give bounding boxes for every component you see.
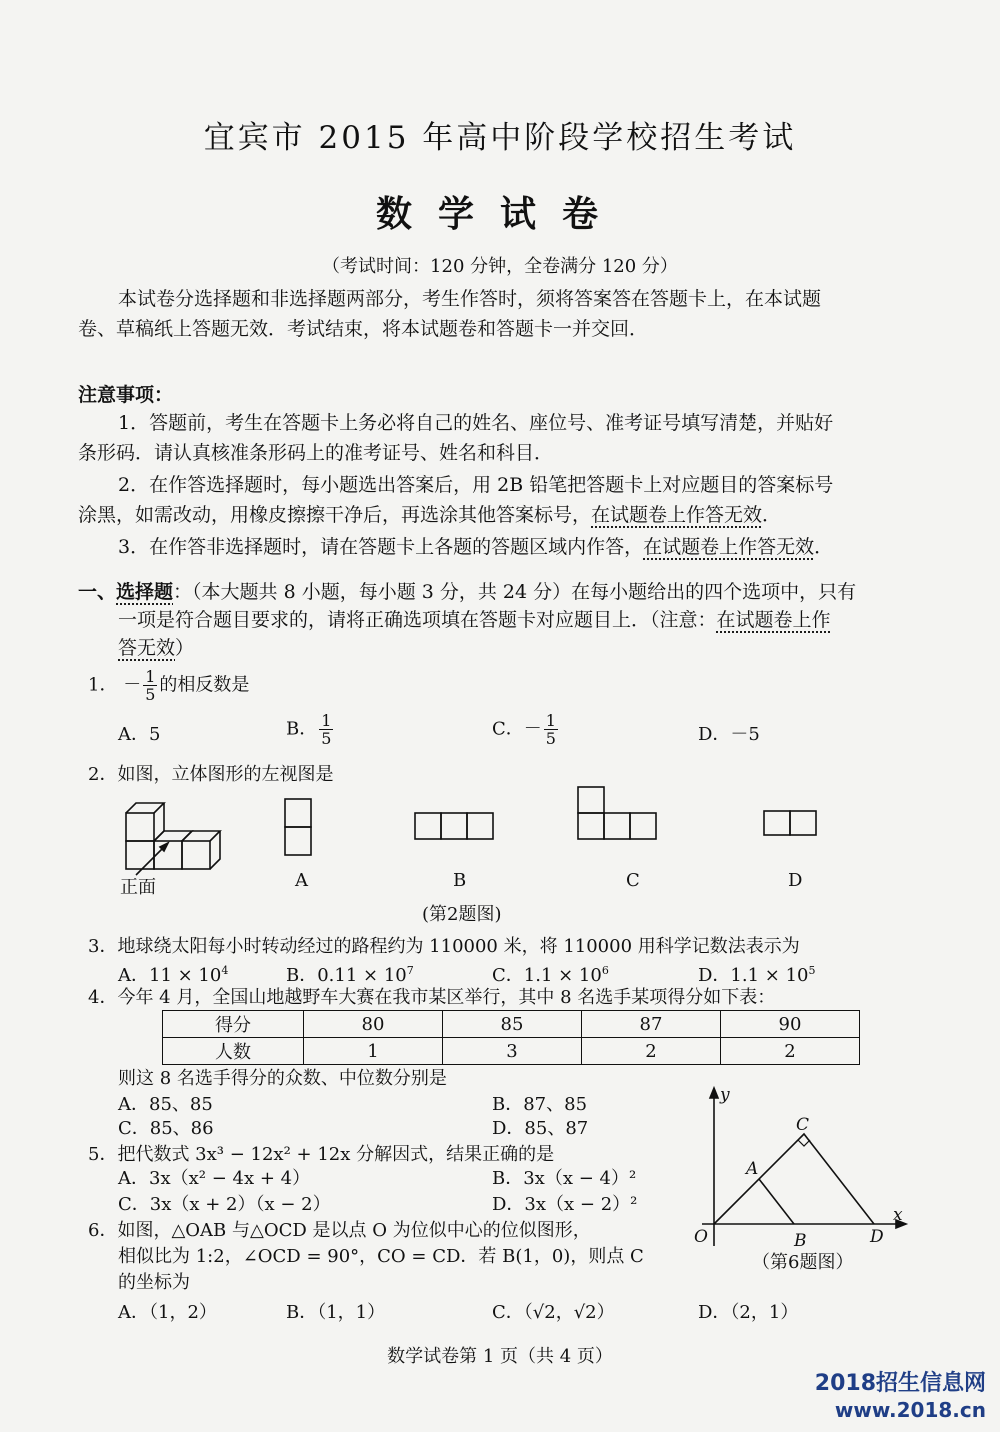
q2-option-b: B	[453, 870, 467, 891]
q3-a-exp: 4	[221, 964, 229, 977]
intro-line-1: 本试卷分选择题和非选择题两部分，考生作答时，须将答案答在答题卡上，在本试题	[118, 288, 822, 310]
q6-option-a: A．（1，2）	[118, 1302, 217, 1323]
q3-d-base: D．1.1 × 10	[698, 965, 809, 986]
intro-line-2: 卷、草稿纸上答题无效．考试结束，将本试题卷和答题卡一并交回．	[78, 318, 649, 340]
question-4: 4．今年 4 月，全国山地越野车大赛在我市某区举行，其中 8 名选手某项得分如下表：	[88, 987, 776, 1008]
q1-option-d: D．－5	[698, 724, 760, 745]
question-5: 5．把代数式 3x³ − 12x² + 12x 分解因式，结果正确的是	[88, 1144, 555, 1165]
table-cell: 人数	[163, 1038, 304, 1065]
table-cell: 87	[582, 1011, 721, 1038]
q2-option-c: C	[626, 870, 640, 891]
q4-option-c: C．85、86	[118, 1118, 214, 1139]
note-3-end: ．	[814, 536, 834, 558]
q1-b-label: B．	[286, 718, 318, 740]
section-desc-2: 一项是符合题目要求的，请将正确选项填在答题卡对应题目上．（注意：	[118, 609, 717, 631]
q6-figure	[680, 1078, 920, 1258]
q5-option-d: D．3x（x − 2）²	[492, 1194, 638, 1215]
q1-option-b	[286, 712, 335, 747]
q3-c-exp: 6	[601, 964, 609, 977]
note-2-text: 涂黑，如需改动，用橡皮擦擦干净后，再选涂其他答案标号，	[78, 504, 592, 526]
label-y: y	[720, 1085, 730, 1105]
q3-b-exp: 7	[406, 964, 414, 977]
table-row	[163, 1011, 860, 1038]
q4-option-d: D．85、87	[492, 1118, 589, 1139]
q2-solid-figure	[126, 803, 220, 875]
brand-name: 2018招生信息网	[814, 1371, 986, 1396]
q2-front-label: 正面	[120, 877, 156, 898]
q6-option-c: C．（√2，√2）	[492, 1302, 615, 1323]
y-axis-arrow	[710, 1088, 718, 1098]
note-2-line-2	[78, 500, 781, 530]
section-1-line-3	[118, 633, 194, 663]
q1-c-num: 1	[545, 711, 556, 730]
q6-caption: （第6题图）	[752, 1252, 854, 1273]
q1-option-c	[492, 712, 560, 747]
note-3	[118, 532, 833, 562]
q1-option-a: A．5	[118, 724, 161, 745]
exam-info: （考试时间：120 分钟，全卷满分 120 分）	[322, 256, 678, 277]
note-2-line-1: 2．在作答选择题时，每小题选出答案后，用 2B 铅笔把答题卡上对应题目的答案标号	[118, 474, 834, 496]
q5-option-a: A．3x（x² − 4x + 4）	[118, 1168, 311, 1189]
q6-option-b: B．（1，1）	[286, 1302, 386, 1323]
note-3-text: 3．在作答非选择题时，请在答题卡上各题的答题区域内作答，	[118, 536, 644, 558]
exam-subtitle: 数学试卷	[375, 194, 624, 235]
triangle-ocd	[714, 1134, 874, 1224]
q1-text: 的相反数是	[159, 674, 250, 696]
label-x: x	[893, 1205, 903, 1225]
q1-number: 1．	[88, 674, 118, 696]
table-cell: 3	[443, 1038, 582, 1065]
section-emphasis-2: 答无效	[118, 637, 176, 659]
q2-option-d: D	[788, 870, 803, 891]
question-3: 3．地球绕太阳每小时转动经过的路程约为 110000 米，将 110000 用科学记数法表示为	[88, 936, 800, 957]
q2-option-a: A	[295, 870, 308, 891]
section-1-line-2	[118, 605, 831, 635]
q4-score-table	[162, 1010, 860, 1065]
q2-figure-b	[415, 813, 493, 839]
brand-url[interactable]: www.2018.cn	[834, 1398, 986, 1422]
q4-option-b: B．87、85	[492, 1094, 588, 1115]
q1-c-label: C．－	[492, 718, 542, 740]
segment-ab	[759, 1179, 794, 1224]
question-6-line-3: 的坐标为	[118, 1272, 190, 1293]
q3-c-base: C．1.1 × 10	[492, 965, 602, 986]
question-2: 2．如图，立体图形的左视图是	[88, 764, 334, 785]
table-cell: 2	[721, 1038, 860, 1065]
q3-d-exp: 5	[808, 964, 816, 977]
label-o: O	[694, 1227, 708, 1247]
question-6-line-1: 6．如图，△OAB 与△OCD 是以点 O 为位似中心的位似图形，	[88, 1220, 591, 1241]
section-1-line-1	[78, 577, 856, 607]
q1-frac-num: 1	[145, 667, 156, 686]
question-6-line-2: 相似比为 1:2，∠OCD = 90°，CO = CD．若 B(1，0)，则点 C	[118, 1246, 644, 1267]
note-1-line-2: 条形码．请认真核准条形码上的准考证号、姓名和科目．	[78, 442, 554, 464]
table-cell: 2	[582, 1038, 721, 1065]
q2-figure-c	[578, 787, 656, 839]
q1-b-num: 1	[321, 711, 332, 730]
q1-sign: －	[123, 674, 142, 696]
section-paren: ）	[175, 637, 195, 659]
q4-option-a: A．85、85	[118, 1094, 213, 1115]
q2-caption: (第2题图)	[422, 904, 502, 925]
q3-a-base: A．11 × 10	[118, 965, 222, 986]
note-1-line-1: 1．答题前，考生在答题卡上务必将自己的姓名、座位号、准考证号填写清楚，并贴好	[118, 412, 834, 434]
section-number: 一、	[78, 581, 117, 603]
note-2-end: ．	[762, 504, 782, 526]
table-cell: 80	[304, 1011, 443, 1038]
q3-b-base: B．0.11 × 10	[286, 965, 407, 986]
q1-c-den: 5	[545, 729, 556, 748]
q6-option-d: D．（2，1）	[698, 1302, 799, 1323]
right-angle-mark	[798, 1140, 810, 1146]
notes-heading: 注意事项：	[78, 384, 174, 406]
q5-option-b: B．3x（x − 4）²	[492, 1168, 637, 1189]
q2-figures	[110, 785, 900, 900]
section-desc: ：（本大题共 8 小题，每小题 3 分，共 24 分）在每小题给出的四个选项中，只有	[173, 581, 857, 603]
label-c: C	[796, 1115, 810, 1135]
q1-fraction	[143, 668, 157, 703]
table-cell: 90	[721, 1011, 860, 1038]
section-emphasis-1: 在试题卷上作	[716, 609, 831, 631]
label-a: A	[746, 1159, 759, 1179]
q1-b-den: 5	[321, 729, 332, 748]
q4-question: 则这 8 名选手得分的众数、中位数分别是	[118, 1068, 447, 1089]
page-footer: 数学试卷第 1 页（共 4 页）	[387, 1346, 613, 1367]
label-d: D	[870, 1227, 884, 1247]
table-cell: 85	[443, 1011, 582, 1038]
table-cell: 1	[304, 1038, 443, 1065]
note-2-emphasis: 在试题卷上作答无效	[591, 504, 763, 526]
table-row	[163, 1038, 860, 1065]
label-b: B	[794, 1231, 807, 1251]
q2-figure-d	[764, 811, 816, 835]
question-1	[88, 668, 249, 703]
q1-frac-den: 5	[145, 685, 156, 704]
q2-figure-a	[285, 799, 311, 855]
note-3-emphasis: 在试题卷上作答无效	[643, 536, 815, 558]
section-title: 选择题	[116, 581, 174, 603]
q5-option-c: C．3x（x + 2）（x − 2）	[118, 1194, 331, 1215]
exam-title: 宜宾市 2015 年高中阶段学校招生考试	[203, 120, 797, 156]
table-cell: 得分	[163, 1011, 304, 1038]
